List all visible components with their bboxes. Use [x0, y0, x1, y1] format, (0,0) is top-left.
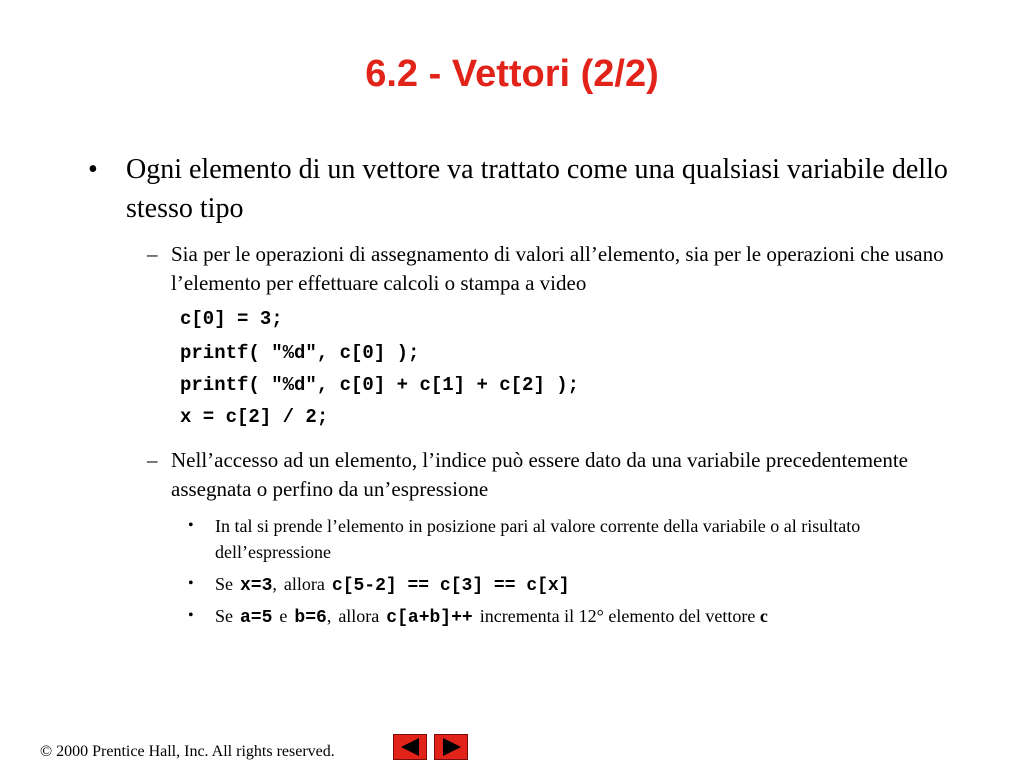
- slide-title: 6.2 - Vettori (2/2): [365, 53, 659, 95]
- triangle-right-icon: [443, 738, 461, 756]
- code-cond-x: x=3: [240, 576, 273, 596]
- sub-bullet-index-text: Nell’accesso ad un elemento, l’indice può essere dato da una variabile precedentemente assegnata o perfino da un’espressione: [171, 448, 908, 501]
- code-cond-b: b=6: [294, 608, 327, 628]
- bullet-main: [88, 150, 948, 228]
- word-se: Se: [215, 606, 233, 626]
- code-expr-x: c[5-2] == c[3] == c[x]: [331, 576, 570, 596]
- subsub-bullet-example-ab-text: [215, 603, 948, 631]
- next-slide-button[interactable]: [434, 734, 468, 760]
- subsub-bullet-example-ab: [188, 603, 948, 631]
- sub-bullet-operations-text: Sia per le operazioni di assegnamento di valori all’elemento, sia per le operazioni che usano l’elemento per effettuare calcoli o stampa a video: [171, 242, 944, 295]
- sub-bullet-index: [147, 446, 947, 504]
- word-e: e: [279, 606, 288, 626]
- subsub-bullet-example-x-text: [215, 571, 948, 599]
- subsub-bullet-position-text: In tal si prende l’elemento in posizione pari al valore corrente della variabile o al risultato dell’espressione: [215, 516, 861, 562]
- code-line-3: printf( "%d", c[0] + c[1] + c[2] );: [180, 374, 580, 396]
- bullet-marker: •: [188, 517, 194, 534]
- code-cond-a: a=5: [240, 608, 273, 628]
- rest-text: incrementa il 12° elemento del vettore: [479, 606, 756, 626]
- subsub-bullet-example-x: [188, 571, 948, 599]
- word-allora: allora: [283, 574, 325, 594]
- comma: ,: [326, 606, 332, 626]
- word-se: Se: [215, 574, 233, 594]
- code-line-4: x = c[2] / 2;: [180, 406, 329, 428]
- sub-bullet-operations: [147, 240, 947, 298]
- bullet-marker: •: [88, 154, 98, 185]
- code-expr-ab: c[a+b]++: [386, 608, 473, 628]
- bullet-main-text: Ogni elemento di un vettore va trattato come una qualsiasi variabile dello stesso tipo: [126, 154, 948, 224]
- footer-copyright: © 2000 Prentice Hall, Inc. All rights reserved.: [40, 743, 335, 760]
- var-c: c: [759, 606, 768, 626]
- bullet-marker: •: [188, 607, 194, 624]
- bullet-marker: •: [188, 575, 194, 592]
- triangle-left-icon: [401, 738, 419, 756]
- word-allora: allora: [338, 606, 380, 626]
- dash-marker: –: [147, 448, 158, 472]
- code-line-2: printf( "%d", c[0] );: [180, 342, 420, 364]
- previous-slide-button[interactable]: [393, 734, 427, 760]
- dash-marker: –: [147, 242, 158, 266]
- comma: ,: [272, 574, 277, 594]
- subsub-bullet-position: [188, 513, 948, 565]
- code-line-1: c[0] = 3;: [180, 308, 283, 330]
